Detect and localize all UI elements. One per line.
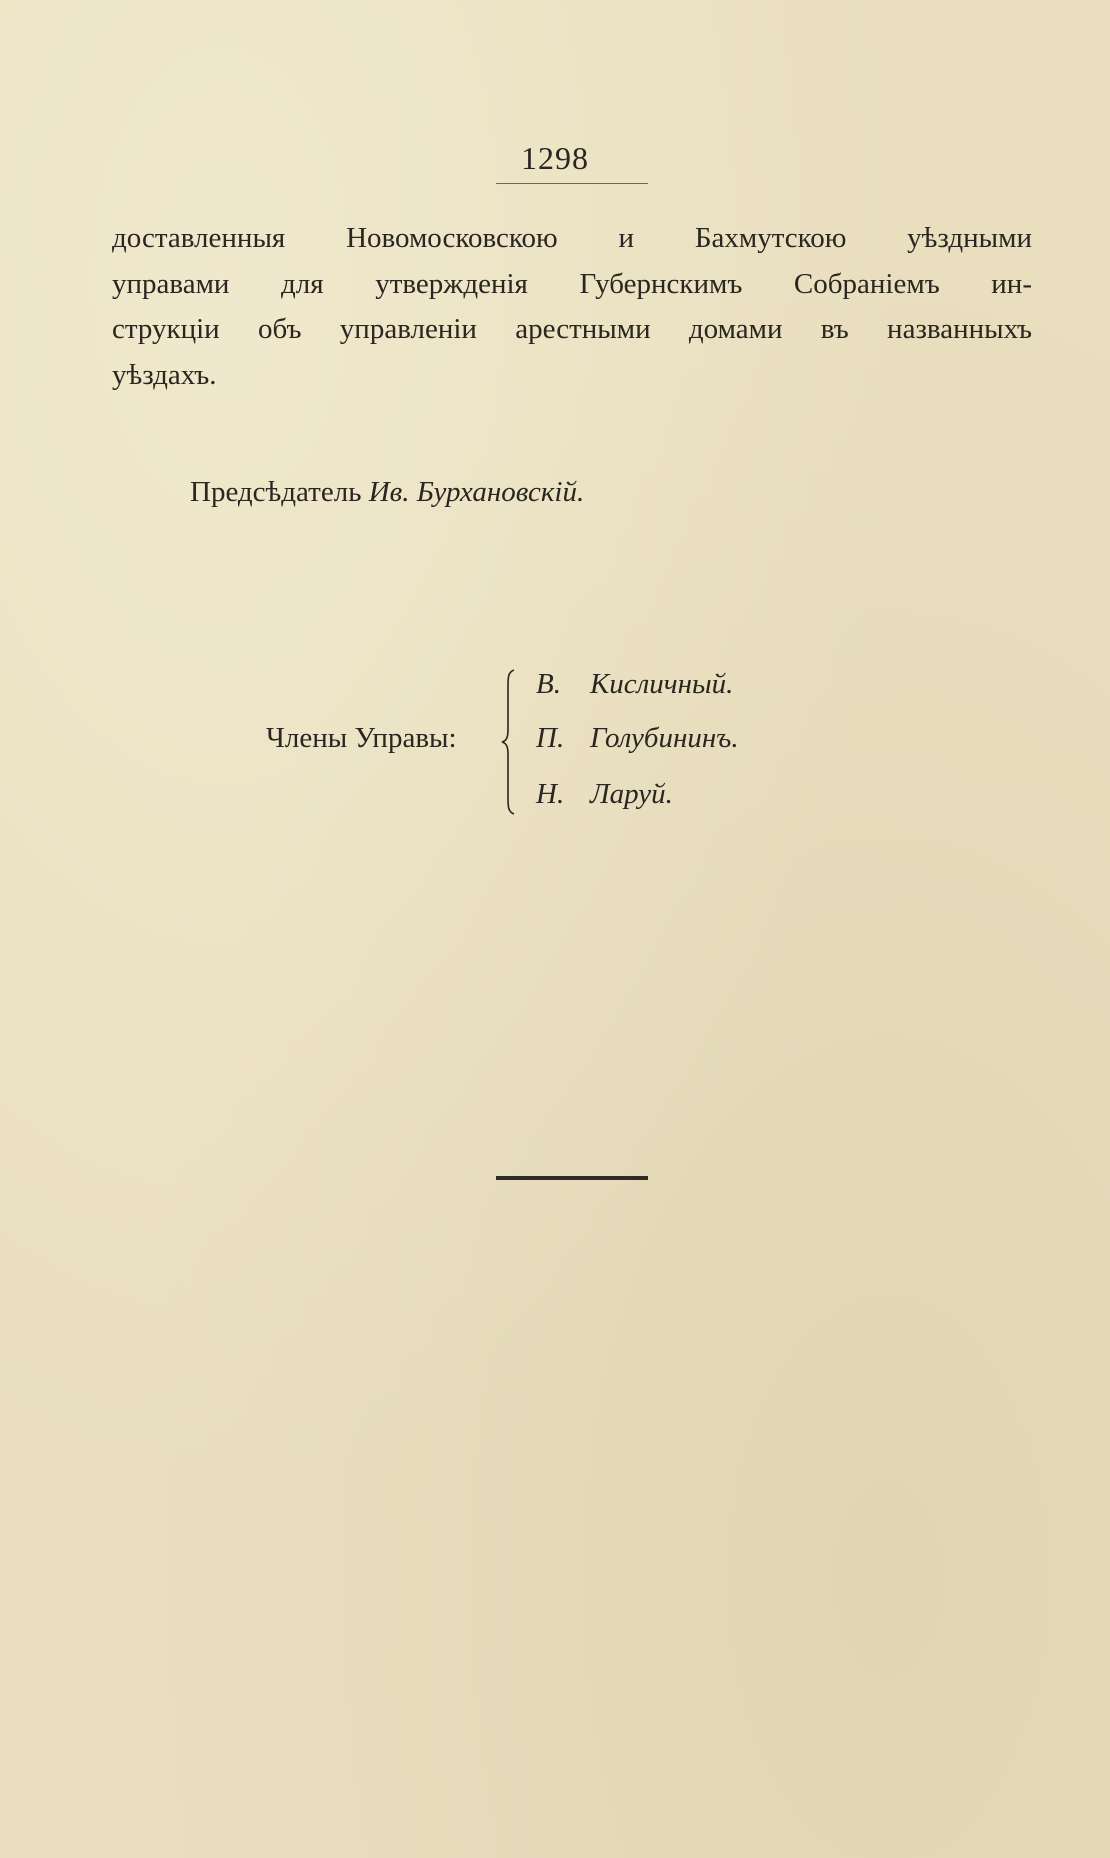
member-initial: В. [536,668,561,700]
brace-icon [500,668,522,816]
paragraph-line: уѣздахъ. [112,358,217,391]
paragraph-line: струкціи объ управленіи арестными домами въ названныхъ [112,313,1032,345]
header-rule [496,183,648,184]
paragraph-line: доставленныя Новомосковскою и Бахмутскою уѣздными [112,222,1032,254]
member-entry [536,722,739,755]
member-surname: Ларуй. [590,778,673,810]
chairman-name: Ив. Бурхановскій. [368,476,585,508]
member-surname: Голубининъ. [590,722,739,754]
chairman-title: Предсѣдатель [190,476,362,508]
paragraph-line: управами для утвержденія Губернскимъ Собраніемъ ин- [112,267,1032,300]
member-initial: Н. [536,778,565,810]
member-surname: Кисличный. [590,668,734,700]
chairman-signature [190,476,584,509]
member-entry [536,668,733,701]
member-initial: П. [536,722,565,754]
closing-rule [496,1176,648,1180]
page-number: 1298 [521,140,589,176]
body-paragraph [112,216,1032,398]
member-entry [536,778,673,811]
members-label: Члены Управы: [266,722,457,754]
